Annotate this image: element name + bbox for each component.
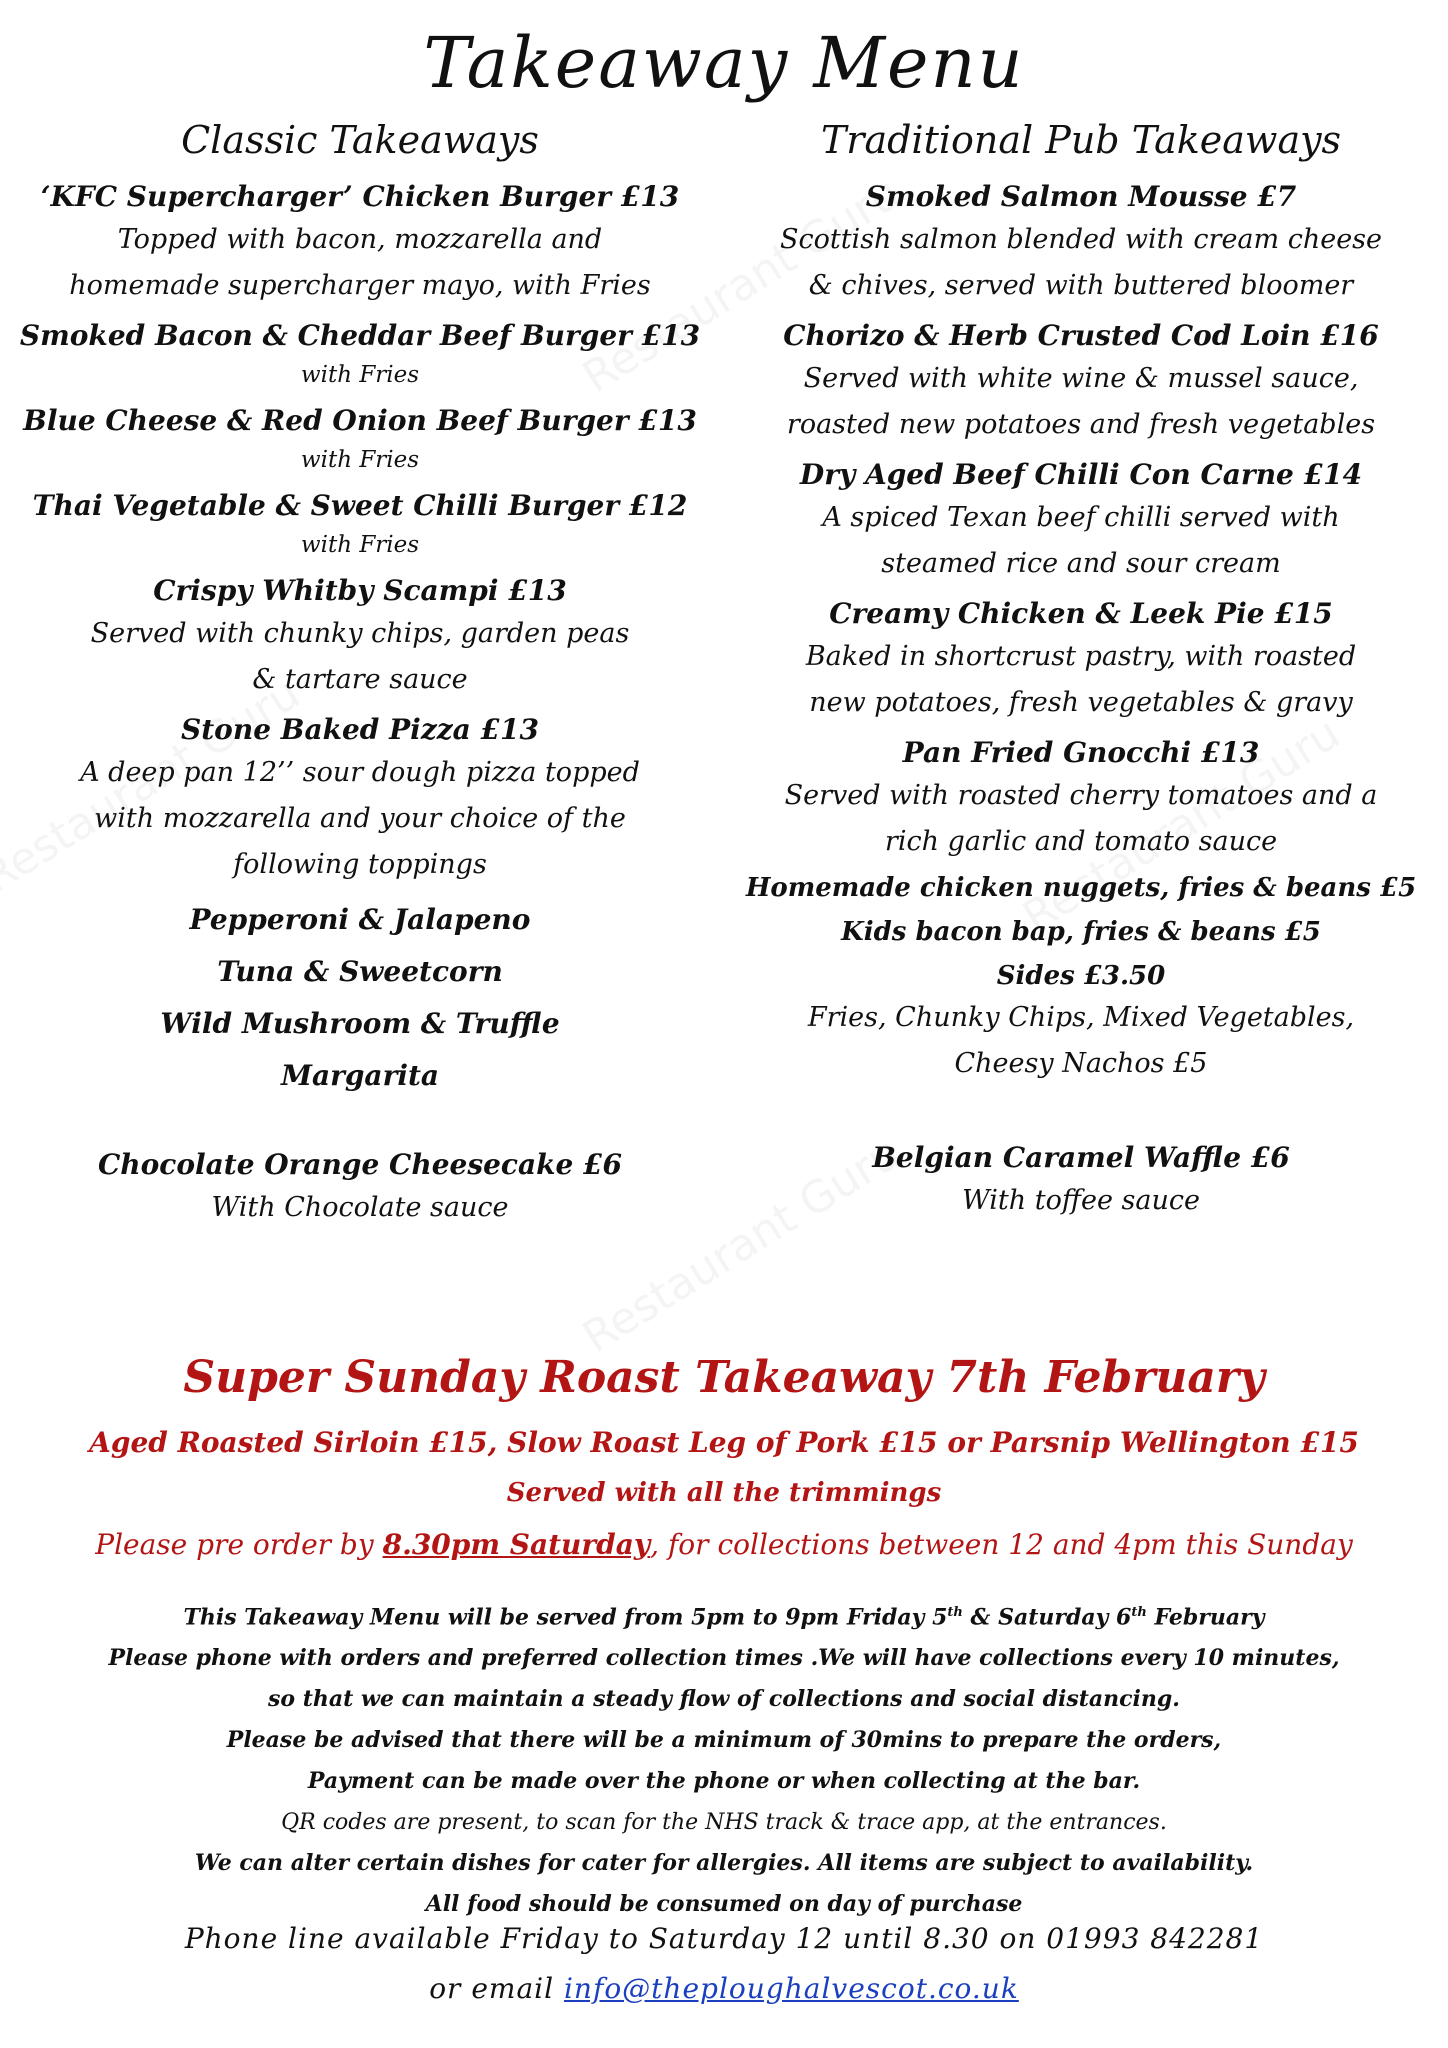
dish-description: Served with chunky chips, garden peas (90, 618, 630, 649)
dish-name: Pan Fried Gnocchi £13 (902, 736, 1260, 769)
email-link[interactable]: info@theploughalvescot.co.uk (563, 1972, 1019, 2005)
preorder-deadline: 8.30pm Saturday (382, 1528, 651, 1561)
dish-name: Belgian Caramel Waffle £6 (872, 1141, 1290, 1174)
menu-item (10, 180, 710, 309)
menu-item (10, 319, 710, 394)
dish-name: Smoked Salmon Mousse £7 (865, 180, 1297, 213)
topping: Margarita (280, 1059, 440, 1092)
preorder-prefix: Please pre order by (95, 1528, 374, 1561)
sides-title: Sides £3.50 (996, 961, 1166, 991)
info-line (0, 1592, 1448, 1638)
dish-description: Served with roasted cherry tomatoes and a (784, 780, 1378, 811)
dish-description: Served with white wine & mussel sauce, (803, 363, 1359, 394)
dish-description: steamed rice and sour cream (881, 548, 1281, 579)
menu-item (724, 597, 1438, 726)
info-line: QR codes are present, to scan for the NHS track & trace app, at the entrances. (281, 1810, 1167, 1836)
dish-description: following toppings (233, 849, 487, 880)
dish-description: & tartare sauce (252, 664, 468, 695)
dish-description: with Fries (300, 362, 420, 388)
menu-item (724, 180, 1438, 309)
kids-item: Homemade chicken nuggets, fries & beans £5 (745, 873, 1417, 903)
pub-takeaways-column (724, 118, 1438, 1224)
dish-description: With toffee sauce (962, 1185, 1200, 1216)
info-text: February (1146, 1604, 1265, 1631)
dish-description: with mozzarella and your choice of the (94, 803, 626, 834)
info-line: so that we can maintain a steady flow of collections and social distancing. (268, 1686, 1180, 1713)
dish-description: Baked in shortcrust pastry, with roasted (805, 641, 1357, 672)
menu-item (724, 458, 1438, 587)
sides-item (724, 961, 1438, 1087)
info-line: All food should be consumed on day of purchase (425, 1891, 1023, 1918)
info-line: We can alter certain dishes for cater for allergies. All items are subject to availability. (194, 1850, 1254, 1877)
kids-item: Kids bacon bap, fries & beans £5 (841, 917, 1321, 947)
dish-description: roasted new potatoes and fresh vegetables (786, 409, 1376, 440)
sunday-roast-title: Super Sunday Roast Takeaway 7th February (183, 1352, 1265, 1403)
info-text: th (1131, 1605, 1147, 1620)
dish-description: & chives, served with buttered bloomer (808, 270, 1354, 301)
dish-name: ‘KFC Supercharger’ Chicken Burger £13 (40, 180, 680, 213)
dish-description: homemade supercharger mayo, with Fries (69, 270, 651, 301)
dish-description: rich garlic and tomato sauce (884, 826, 1278, 857)
topping: Wild Mushroom & Truffle (160, 1007, 560, 1040)
menu-item (10, 404, 710, 479)
preorder-suffix: , for collections between 12 and 4pm this Sunday (650, 1528, 1353, 1561)
topping: Pepperoni & Jalapeno (189, 903, 531, 936)
dish-name: Blue Cheese & Red Onion Beef Burger £13 (23, 404, 697, 437)
info-line: Please phone with orders and preferred collection times .We will have collections every 10 minutes, (108, 1645, 1340, 1672)
pizza-toppings (10, 894, 710, 1102)
dessert-item (724, 1141, 1438, 1224)
info-text: This Takeaway Menu will be served from 5pm to 9pm Friday 5 (183, 1604, 948, 1631)
dish-description: new potatoes, fresh vegetables & gravy (809, 687, 1353, 718)
preorder-note (0, 1528, 1448, 1561)
sunday-roast-options: Aged Roasted Sirloin £15, Slow Roast Leg of Pork £15 or Parsnip Wellington £15 (89, 1426, 1359, 1459)
info-line: Payment can be made over the phone or when collecting at the bar. (307, 1768, 1141, 1795)
email-line (0, 1972, 1448, 2005)
section-heading: Traditional Pub Takeaways (820, 118, 1342, 162)
dish-name: Creamy Chicken & Leek Pie £15 (829, 597, 1333, 630)
dish-name: Dry Aged Beef Chilli Con Carne £14 (799, 458, 1363, 491)
menu-item (10, 489, 710, 564)
dish-description: with Fries (300, 532, 420, 558)
dish-name: Chorizo & Herb Crusted Cod Loin £16 (783, 319, 1379, 352)
info-text: & Saturday 6 (962, 1604, 1132, 1631)
sunday-roast-trimmings: Served with all the trimmings (506, 1478, 942, 1508)
dish-description: with Fries (300, 447, 420, 473)
menu-item (10, 713, 710, 888)
menu-item (724, 736, 1438, 865)
dish-description: With Chocolate sauce (211, 1192, 509, 1223)
phone-line: Phone line available Friday to Saturday 12 until 8.30 on 01993 842281 (184, 1922, 1264, 1955)
menu-item (10, 574, 710, 703)
dish-name: Stone Baked Pizza £13 (181, 713, 539, 746)
dessert-item (10, 1148, 710, 1231)
info-text: th (947, 1605, 963, 1620)
dish-description: Scottish salmon blended with cream cheese (779, 224, 1383, 255)
dish-description: A deep pan 12’’ sour dough pizza topped (80, 757, 640, 788)
section-heading: Classic Takeaways (181, 118, 539, 162)
dish-name: Chocolate Orange Cheesecake £6 (97, 1148, 623, 1181)
dish-name: Smoked Bacon & Cheddar Beef Burger £13 (19, 319, 701, 352)
topping: Tuna & Sweetcorn (217, 955, 503, 988)
dish-description: A spiced Texan beef chilli served with (822, 502, 1340, 533)
info-notes (0, 1592, 1448, 1925)
dish-name: Crispy Whitby Scampi £13 (153, 574, 567, 607)
info-line: Please be advised that there will be a minimum of 30mins to prepare the orders, (226, 1727, 1222, 1754)
page-title: Takeaway Menu (423, 22, 1025, 104)
kids-menu (724, 873, 1438, 947)
sides-description: Fries, Chunky Chips, Mixed Vegetables, (807, 1002, 1355, 1033)
dish-description: Topped with bacon, mozzarella and (117, 224, 603, 255)
dish-name: Thai Vegetable & Sweet Chilli Burger £12 (32, 489, 688, 522)
classic-takeaways-column (10, 118, 710, 1231)
email-prefix: or email (429, 1972, 555, 2005)
sides-description: Cheesy Nachos £5 (954, 1048, 1208, 1079)
menu-item (724, 319, 1438, 448)
